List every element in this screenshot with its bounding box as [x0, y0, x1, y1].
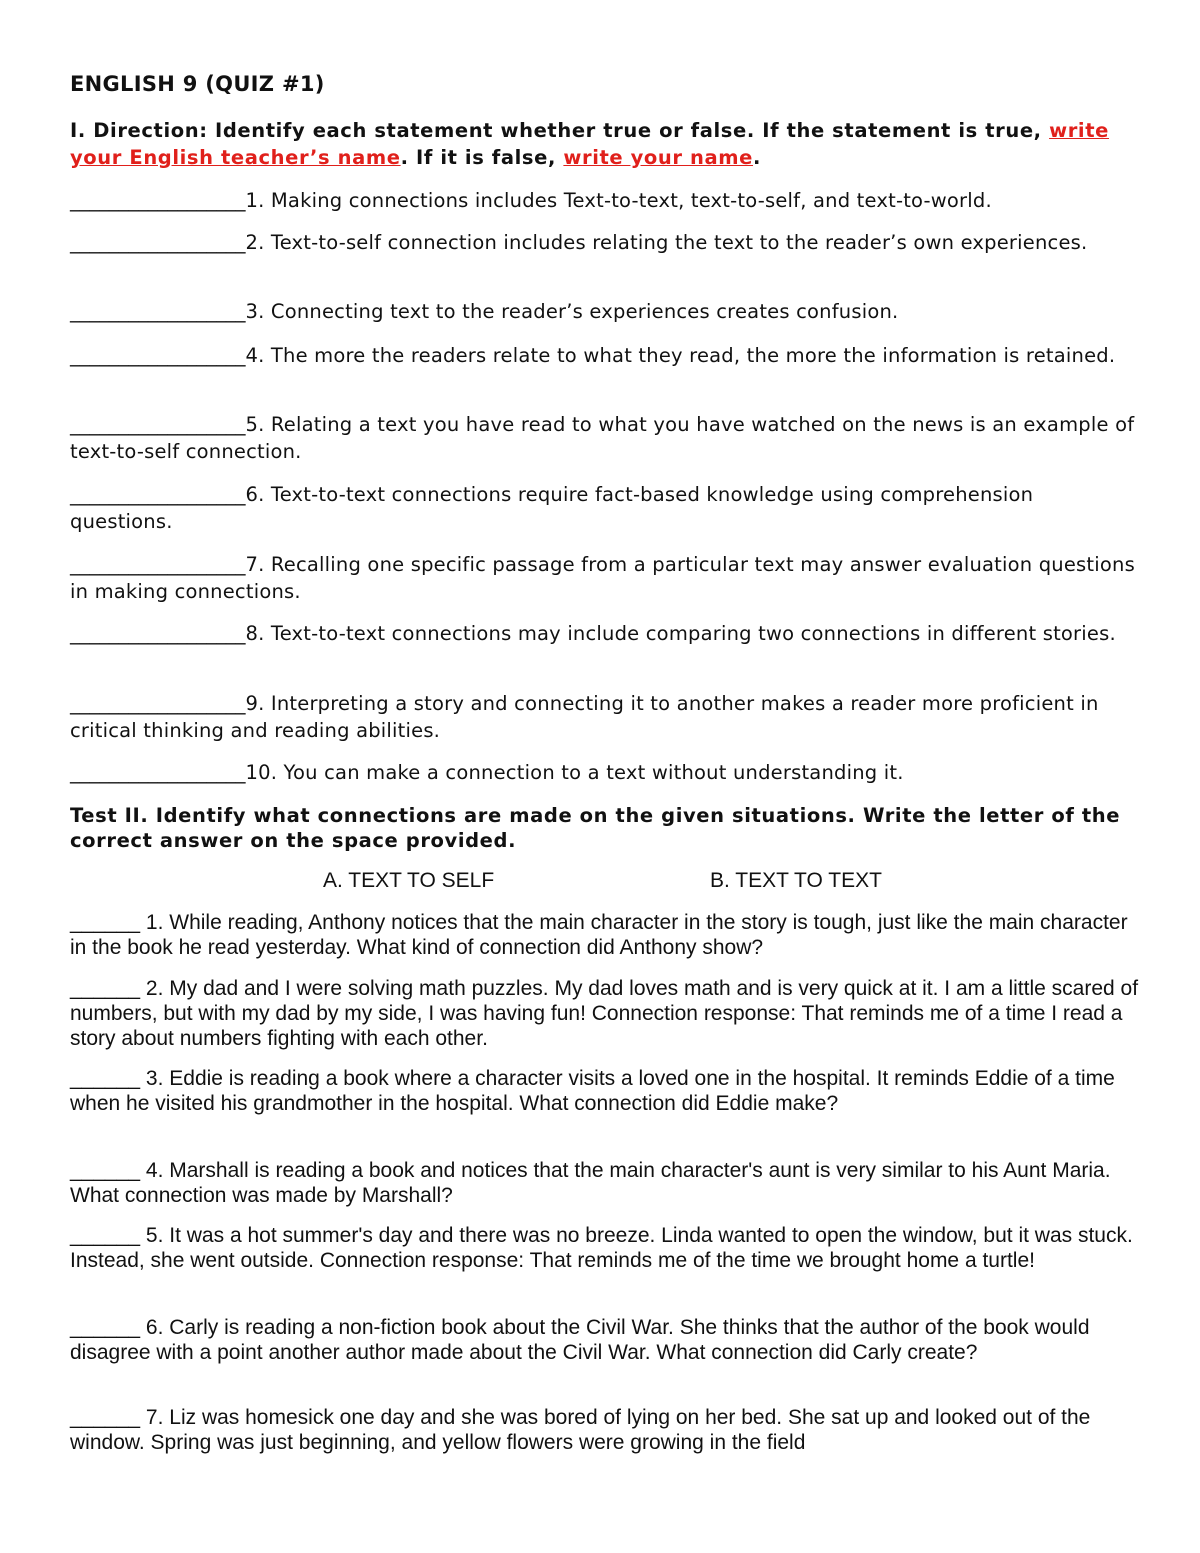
- tf-item: [70, 298, 1140, 325]
- teacher-name-instruction: write your English teacher’s name: [70, 119, 1109, 169]
- tf-item: [70, 759, 1140, 786]
- direction-lead: I. Direction: Identify each statement whether true or false. If the statement is true,: [70, 119, 1042, 142]
- tf-item: [70, 620, 1140, 647]
- situation-text: 3. Eddie is reading a book where a character visits a loved one in the hospital. It reminds Eddie of a time when he visited his grandmother in the hospital. What connection did Eddie make?: [70, 1067, 1115, 1115]
- situation-text: 2. My dad and I were solving math puzzles. My dad loves math and is very quick at it. I am a little scared of numbers, but with my dad by my side, I was having fun! Connection response: That reminds me of a time I read a story about numbers fighting with each other.: [70, 977, 1139, 1050]
- part1-direction: [70, 117, 1140, 171]
- tf-item-text: 5. Relating a text you have read to what you have watched on the news is an example of text-to-self connection.: [70, 413, 1135, 463]
- direction-end: .: [753, 146, 762, 169]
- answer-blank[interactable]: __________________: [70, 189, 246, 212]
- choice-b: B. TEXT TO TEXT: [710, 869, 882, 892]
- situation-text: 1. While reading, Anthony notices that the main character in the story is tough, just like the main character in the book he read yesterday. What kind of connection did Anthony show?: [70, 911, 1128, 959]
- answer-blank[interactable]: __________________: [70, 692, 246, 715]
- situation-text: 4. Marshall is reading a book and notices that the main character's aunt is very similar to his Aunt Maria. What connection was made by Marshall?: [70, 1159, 1111, 1207]
- tf-item-text: 10. You can make a connection to a text without understanding it.: [245, 761, 904, 784]
- student-name-instruction: write your name: [563, 146, 754, 169]
- situation-item: [70, 1223, 1140, 1273]
- tf-item-text: 4. The more the readers relate to what they read, the more the information is retained.: [245, 344, 1116, 367]
- choice-a: A. TEXT TO SELF: [323, 869, 495, 892]
- answer-blank[interactable]: __________________: [70, 413, 246, 436]
- tf-item: [70, 229, 1140, 256]
- page-title: ENGLISH 9 (QUIZ #1): [70, 72, 325, 96]
- tf-item: [70, 481, 1140, 535]
- tf-item-text: 8. Text-to-text connections may include comparing two connections in different stories.: [245, 622, 1116, 645]
- situation-text: 6. Carly is reading a non-fiction book about the Civil War. She thinks that the author of the book would disagree with a point another author made about the Civil War. What connection did Carly create?: [70, 1316, 1090, 1364]
- answer-blank[interactable]: __________________: [70, 622, 246, 645]
- answer-blank[interactable]: ______: [70, 1406, 141, 1429]
- answer-blank[interactable]: __________________: [70, 231, 246, 254]
- situation-item: [70, 1315, 1140, 1365]
- answer-blank[interactable]: __________________: [70, 344, 246, 367]
- direction-mid: . If it is false,: [400, 146, 556, 169]
- answer-blank[interactable]: __________________: [70, 553, 246, 576]
- situation-text: 7. Liz was homesick one day and she was bored of lying on her bed. She sat up and looked out of the window. Spring was just beginning, and yellow flowers were growing in the field: [70, 1406, 1091, 1454]
- tf-item: [70, 690, 1140, 744]
- answer-blank[interactable]: __________________: [70, 761, 246, 784]
- tf-item: [70, 342, 1140, 369]
- tf-item-text: 2. Text-to-self connection includes relating the text to the reader’s own experiences.: [245, 231, 1088, 254]
- part2-direction: Test II. Identify what connections are made on the given situations. Write the letter of the correct answer on the space provided.: [70, 804, 1121, 852]
- tf-item-text: 9. Interpreting a story and connecting it to another makes a reader more proficient in critical thinking and reading abilities.: [70, 692, 1099, 742]
- tf-item-text: 1. Making connections includes Text-to-text, text-to-self, and text-to-world.: [245, 189, 992, 212]
- answer-blank[interactable]: ______: [70, 911, 141, 934]
- tf-item: [70, 411, 1140, 465]
- tf-item: [70, 551, 1140, 605]
- answer-blank[interactable]: __________________: [70, 300, 246, 323]
- tf-item-text: 7. Recalling one specific passage from a particular text may answer evaluation questions in making connections.: [70, 553, 1135, 603]
- situation-text: 5. It was a hot summer's day and there was no breeze. Linda wanted to open the window, but it was stuck. Instead, she went outside. Connection response: That reminds me of the time we brought home a turtle!: [70, 1224, 1133, 1272]
- situation-item: [70, 910, 1140, 960]
- answer-blank[interactable]: ______: [70, 977, 141, 1000]
- situation-item: [70, 1405, 1140, 1455]
- tf-item-text: 3. Connecting text to the reader’s experiences creates confusion.: [245, 300, 899, 323]
- tf-item-text: 6. Text-to-text connections require fact-based knowledge using comprehension questions.: [70, 483, 1034, 533]
- tf-item: [70, 187, 1140, 214]
- answer-blank[interactable]: ______: [70, 1067, 141, 1090]
- answer-blank[interactable]: ______: [70, 1316, 141, 1339]
- situation-item: [70, 1066, 1140, 1116]
- situation-item: [70, 1158, 1140, 1208]
- situation-item: [70, 976, 1140, 1051]
- answer-blank[interactable]: __________________: [70, 483, 246, 506]
- answer-blank[interactable]: ______: [70, 1224, 141, 1247]
- answer-blank[interactable]: ______: [70, 1159, 141, 1182]
